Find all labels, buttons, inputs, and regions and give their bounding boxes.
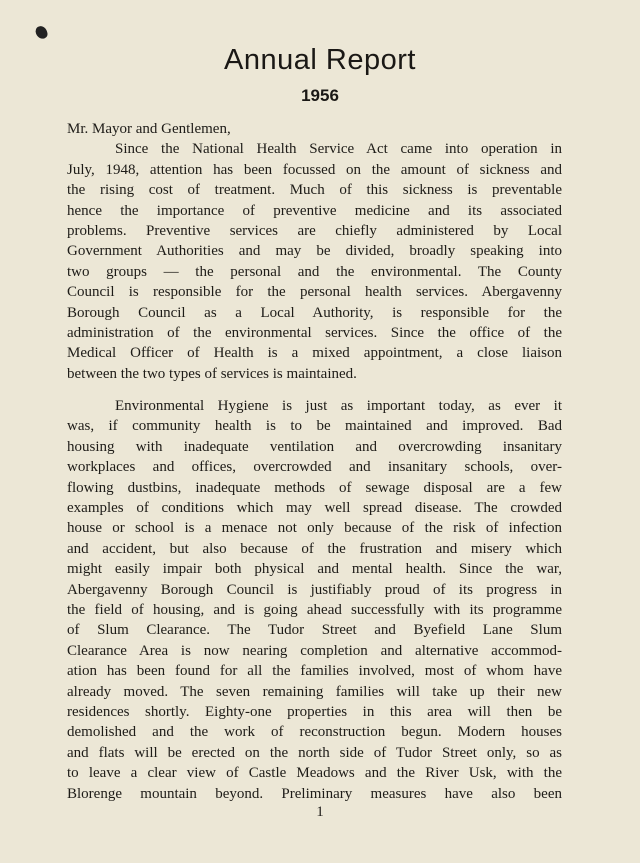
text-line: Since the National Health Service Act came into operation in: [115, 141, 562, 158]
paragraph-gap: [67, 384, 562, 396]
text-line: might easily impair both physical and mental health. Since the war,: [67, 561, 562, 578]
text-line: flowing dustbins, inadequate methods of sewage disposal are a few: [67, 479, 562, 496]
ink-blot-mark: [34, 25, 49, 41]
page-number: 1: [316, 804, 324, 820]
page-title: Annual Report: [224, 44, 416, 76]
text-line: Clearance Area is now nearing completion and alternative accommod-: [67, 642, 562, 659]
text-line: demolished and the work of reconstruction begun. Modern houses: [67, 724, 562, 741]
text-line: residences shortly. Eighty-one properties in this area will then be: [67, 703, 562, 720]
text-line: the rising cost of treatment. Much of this sickness is preventable: [67, 182, 562, 199]
text-line: Council is responsible for the personal health services. Abergavenny: [67, 284, 562, 301]
text-line: hence the importance of preventive medicine and its associated: [67, 202, 562, 219]
text-line: Borough Council as a Local Authority, is responsible for the: [67, 304, 562, 321]
text-line: housing with inadequate ventilation and overcrowding insanitary: [67, 438, 562, 455]
text-line: and accident, but also because of the frustration and misery which: [67, 540, 562, 557]
text-line: problems. Preventive services are chiefly administered by Local: [67, 222, 562, 239]
text-line: house or school is a menace not only because of the risk of infection: [67, 520, 562, 537]
text-line: examples of conditions which may well spread disease. The crowded: [67, 500, 562, 517]
text-line: Abergavenny Borough Council is justifiably proud of its progress in: [67, 581, 562, 598]
text-line: ation has been found for all the families involved, most of whom have: [67, 663, 562, 680]
text-line: the field of housing, and is going ahead successfully with its programme: [67, 601, 562, 618]
text-line: of Slum Clearance. The Tudor Street and Byefield Lane Slum: [67, 622, 562, 639]
text-line: Blorenge mountain beyond. Preliminary measures have also been: [67, 785, 562, 802]
text-line: Environmental Hygiene is just as important today, as ever it: [115, 398, 562, 415]
text-line: between the two types of services is maintained.: [67, 365, 357, 382]
text-line: administration of the environmental services. Since the office of the: [67, 324, 562, 341]
text-line: to leave a clear view of Castle Meadows and the River Usk, with the: [67, 765, 562, 782]
text-line: and flats will be erected on the north side of Tudor Street only, so as: [67, 744, 562, 761]
text-line: already moved. The seven remaining families will take up their new: [67, 683, 562, 700]
text-line: workplaces and offices, overcrowded and insanitary schools, over-: [67, 459, 562, 476]
text-line: July, 1948, attention has been focussed on the amount of sickness and: [67, 161, 562, 178]
text-line: Government Authorities and may be divided, broadly speaking into: [67, 243, 562, 260]
text-line: Medical Officer of Health is a mixed appointment, a close liaison: [67, 345, 562, 362]
text-line: two groups — the personal and the environmental. The County: [67, 263, 562, 280]
text-line: was, if community health is to be maintained and improved. Bad: [67, 418, 562, 435]
paragraph-2: [67, 396, 562, 804]
report-year: 1956: [301, 86, 339, 105]
report-body: [67, 119, 562, 804]
paragraph-1: [67, 139, 562, 384]
salutation: Mr. Mayor and Gentlemen,: [67, 121, 231, 137]
